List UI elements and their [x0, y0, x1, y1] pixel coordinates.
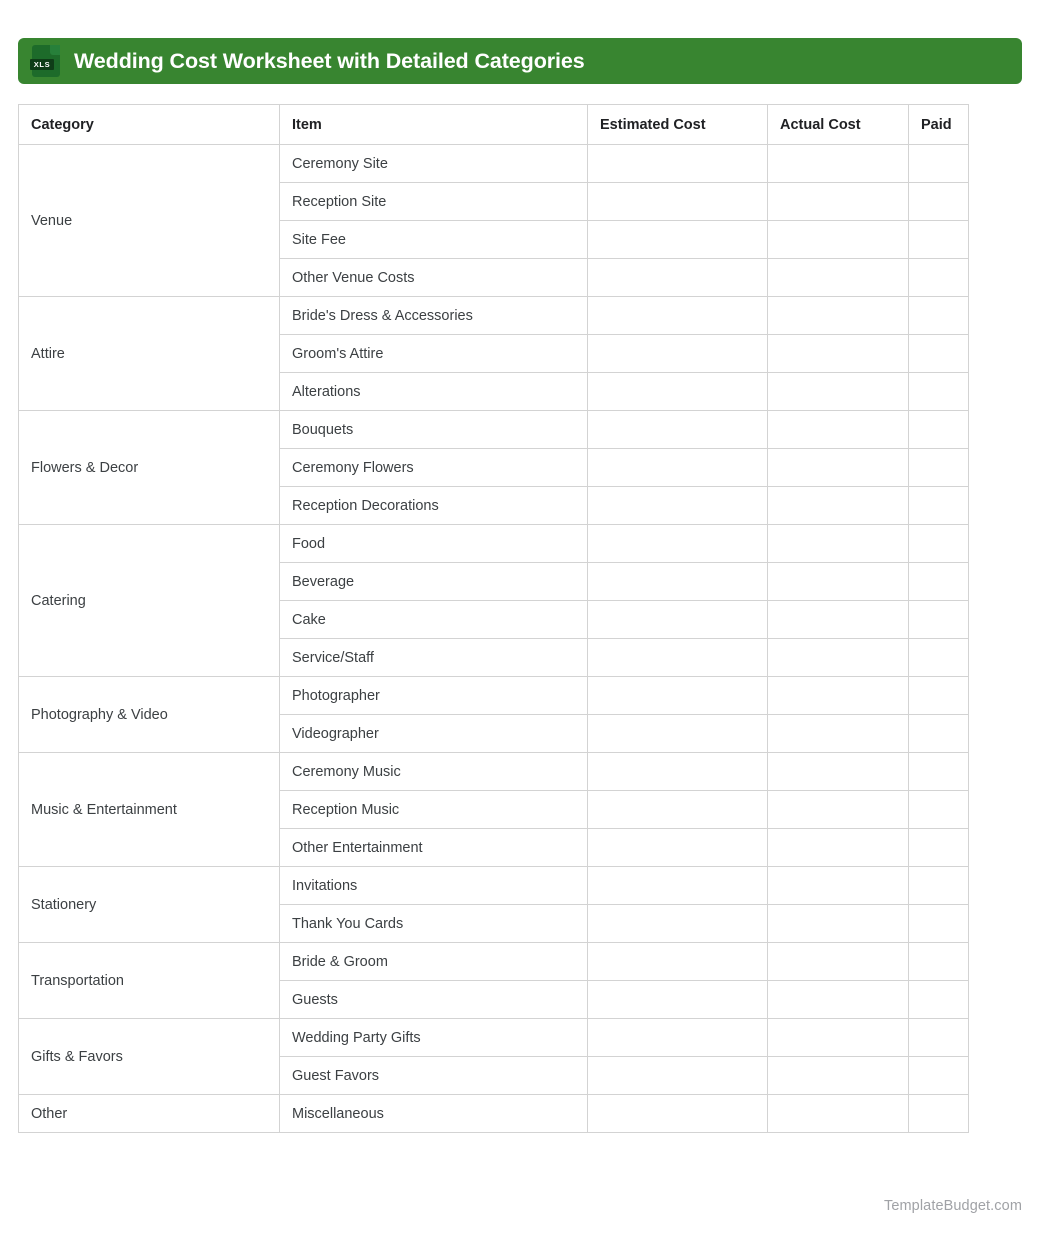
item-cell: Bouquets: [280, 411, 588, 449]
paid-cell[interactable]: [909, 753, 969, 791]
paid-cell[interactable]: [909, 525, 969, 563]
estimated-cost-cell[interactable]: [588, 563, 768, 601]
table-row: [19, 145, 969, 183]
actual-cost-cell[interactable]: [768, 1057, 909, 1095]
table-row: [19, 1019, 969, 1057]
paid-cell[interactable]: [909, 677, 969, 715]
column-header-actual-cost: Actual Cost: [768, 105, 909, 145]
estimated-cost-cell[interactable]: [588, 1095, 768, 1133]
item-cell: Invitations: [280, 867, 588, 905]
item-cell: Cake: [280, 601, 588, 639]
category-cell: Attire: [19, 297, 280, 411]
actual-cost-cell[interactable]: [768, 867, 909, 905]
actual-cost-cell[interactable]: [768, 905, 909, 943]
item-cell: Service/Staff: [280, 639, 588, 677]
table-header-row: [19, 105, 969, 145]
estimated-cost-cell[interactable]: [588, 449, 768, 487]
estimated-cost-cell[interactable]: [588, 943, 768, 981]
estimated-cost-cell[interactable]: [588, 639, 768, 677]
table-body: [19, 145, 969, 1133]
footer-brand: TemplateBudget.com: [883, 1198, 1022, 1214]
actual-cost-cell[interactable]: [768, 715, 909, 753]
paid-cell[interactable]: [909, 791, 969, 829]
paid-cell[interactable]: [909, 145, 969, 183]
actual-cost-cell[interactable]: [768, 639, 909, 677]
category-cell: Gifts & Favors: [19, 1019, 280, 1095]
actual-cost-cell[interactable]: [768, 563, 909, 601]
item-cell: Thank You Cards: [280, 905, 588, 943]
xls-file-icon-fold: [50, 45, 60, 55]
paid-cell[interactable]: [909, 981, 969, 1019]
actual-cost-cell[interactable]: [768, 943, 909, 981]
page-title: Wedding Cost Worksheet with Detailed Categories: [74, 48, 585, 73]
estimated-cost-cell[interactable]: [588, 753, 768, 791]
estimated-cost-cell[interactable]: [588, 601, 768, 639]
actual-cost-cell[interactable]: [768, 221, 909, 259]
estimated-cost-cell[interactable]: [588, 525, 768, 563]
paid-cell[interactable]: [909, 183, 969, 221]
paid-cell[interactable]: [909, 335, 969, 373]
estimated-cost-cell[interactable]: [588, 715, 768, 753]
paid-cell[interactable]: [909, 373, 969, 411]
item-cell: Miscellaneous: [280, 1095, 588, 1133]
estimated-cost-cell[interactable]: [588, 183, 768, 221]
item-cell: Other Entertainment: [280, 829, 588, 867]
paid-cell[interactable]: [909, 563, 969, 601]
table-row: [19, 867, 969, 905]
wedding-cost-table: [18, 104, 969, 1133]
item-cell: Site Fee: [280, 221, 588, 259]
table-row: [19, 297, 969, 335]
column-header-estimated-cost: Estimated Cost: [588, 105, 768, 145]
paid-cell[interactable]: [909, 1057, 969, 1095]
actual-cost-cell[interactable]: [768, 1095, 909, 1133]
actual-cost-cell[interactable]: [768, 373, 909, 411]
paid-cell[interactable]: [909, 905, 969, 943]
item-cell: Ceremony Site: [280, 145, 588, 183]
estimated-cost-cell[interactable]: [588, 867, 768, 905]
paid-cell[interactable]: [909, 411, 969, 449]
table-row: [19, 677, 969, 715]
paid-cell[interactable]: [909, 1095, 969, 1133]
actual-cost-cell[interactable]: [768, 525, 909, 563]
item-cell: Ceremony Music: [280, 753, 588, 791]
category-cell: Catering: [19, 525, 280, 677]
actual-cost-cell[interactable]: [768, 297, 909, 335]
category-cell: Other: [19, 1095, 280, 1133]
item-cell: Bride & Groom: [280, 943, 588, 981]
item-cell: Reception Music: [280, 791, 588, 829]
paid-cell[interactable]: [909, 1019, 969, 1057]
estimated-cost-cell[interactable]: [588, 677, 768, 715]
table-row: [19, 943, 969, 981]
category-cell: Venue: [19, 145, 280, 297]
xls-file-icon: [32, 45, 60, 77]
paid-cell[interactable]: [909, 487, 969, 525]
actual-cost-cell[interactable]: [768, 335, 909, 373]
estimated-cost-cell[interactable]: [588, 487, 768, 525]
actual-cost-cell[interactable]: [768, 981, 909, 1019]
paid-cell[interactable]: [909, 259, 969, 297]
item-cell: Groom's Attire: [280, 335, 588, 373]
item-cell: Alterations: [280, 373, 588, 411]
actual-cost-cell[interactable]: [768, 449, 909, 487]
item-cell: Guests: [280, 981, 588, 1019]
estimated-cost-cell[interactable]: [588, 221, 768, 259]
paid-cell[interactable]: [909, 601, 969, 639]
column-header-item: Item: [280, 105, 588, 145]
actual-cost-cell[interactable]: [768, 1019, 909, 1057]
estimated-cost-cell[interactable]: [588, 145, 768, 183]
document-title-bar: [18, 38, 1022, 84]
item-cell: Reception Decorations: [280, 487, 588, 525]
actual-cost-cell[interactable]: [768, 487, 909, 525]
estimated-cost-cell[interactable]: [588, 1057, 768, 1095]
table-row: [19, 753, 969, 791]
item-cell: Ceremony Flowers: [280, 449, 588, 487]
table-row: [19, 1095, 969, 1133]
table-row: [19, 411, 969, 449]
column-header-paid: Paid: [909, 105, 969, 145]
table-row: [19, 525, 969, 563]
estimated-cost-cell[interactable]: [588, 829, 768, 867]
item-cell: Photographer: [280, 677, 588, 715]
category-cell: Stationery: [19, 867, 280, 943]
paid-cell[interactable]: [909, 449, 969, 487]
paid-cell[interactable]: [909, 715, 969, 753]
category-cell: Transportation: [19, 943, 280, 1019]
actual-cost-cell[interactable]: [768, 829, 909, 867]
category-cell: Music & Entertainment: [19, 753, 280, 867]
item-cell: Videographer: [280, 715, 588, 753]
category-cell: Flowers & Decor: [19, 411, 280, 525]
category-cell: Photography & Video: [19, 677, 280, 753]
actual-cost-cell[interactable]: [768, 411, 909, 449]
item-cell: Reception Site: [280, 183, 588, 221]
item-cell: Beverage: [280, 563, 588, 601]
paid-cell[interactable]: [909, 943, 969, 981]
actual-cost-cell[interactable]: [768, 753, 909, 791]
estimated-cost-cell[interactable]: [588, 335, 768, 373]
paid-cell[interactable]: [909, 829, 969, 867]
estimated-cost-cell[interactable]: [588, 411, 768, 449]
actual-cost-cell[interactable]: [768, 259, 909, 297]
paid-cell[interactable]: [909, 297, 969, 335]
item-cell: Guest Favors: [280, 1057, 588, 1095]
actual-cost-cell[interactable]: [768, 791, 909, 829]
estimated-cost-cell[interactable]: [588, 791, 768, 829]
table-header: [19, 105, 969, 145]
actual-cost-cell[interactable]: [768, 145, 909, 183]
item-cell: Bride's Dress & Accessories: [280, 297, 588, 335]
estimated-cost-cell[interactable]: [588, 297, 768, 335]
paid-cell[interactable]: [909, 221, 969, 259]
paid-cell[interactable]: [909, 639, 969, 677]
estimated-cost-cell[interactable]: [588, 1019, 768, 1057]
paid-cell[interactable]: [909, 867, 969, 905]
estimated-cost-cell[interactable]: [588, 981, 768, 1019]
estimated-cost-cell[interactable]: [588, 259, 768, 297]
estimated-cost-cell[interactable]: [588, 373, 768, 411]
actual-cost-cell[interactable]: [768, 601, 909, 639]
item-cell: Other Venue Costs: [280, 259, 588, 297]
xls-file-icon-label: XLS: [30, 59, 54, 70]
item-cell: Food: [280, 525, 588, 563]
estimated-cost-cell[interactable]: [588, 905, 768, 943]
column-header-category: Category: [19, 105, 280, 145]
actual-cost-cell[interactable]: [768, 183, 909, 221]
actual-cost-cell[interactable]: [768, 677, 909, 715]
item-cell: Wedding Party Gifts: [280, 1019, 588, 1057]
